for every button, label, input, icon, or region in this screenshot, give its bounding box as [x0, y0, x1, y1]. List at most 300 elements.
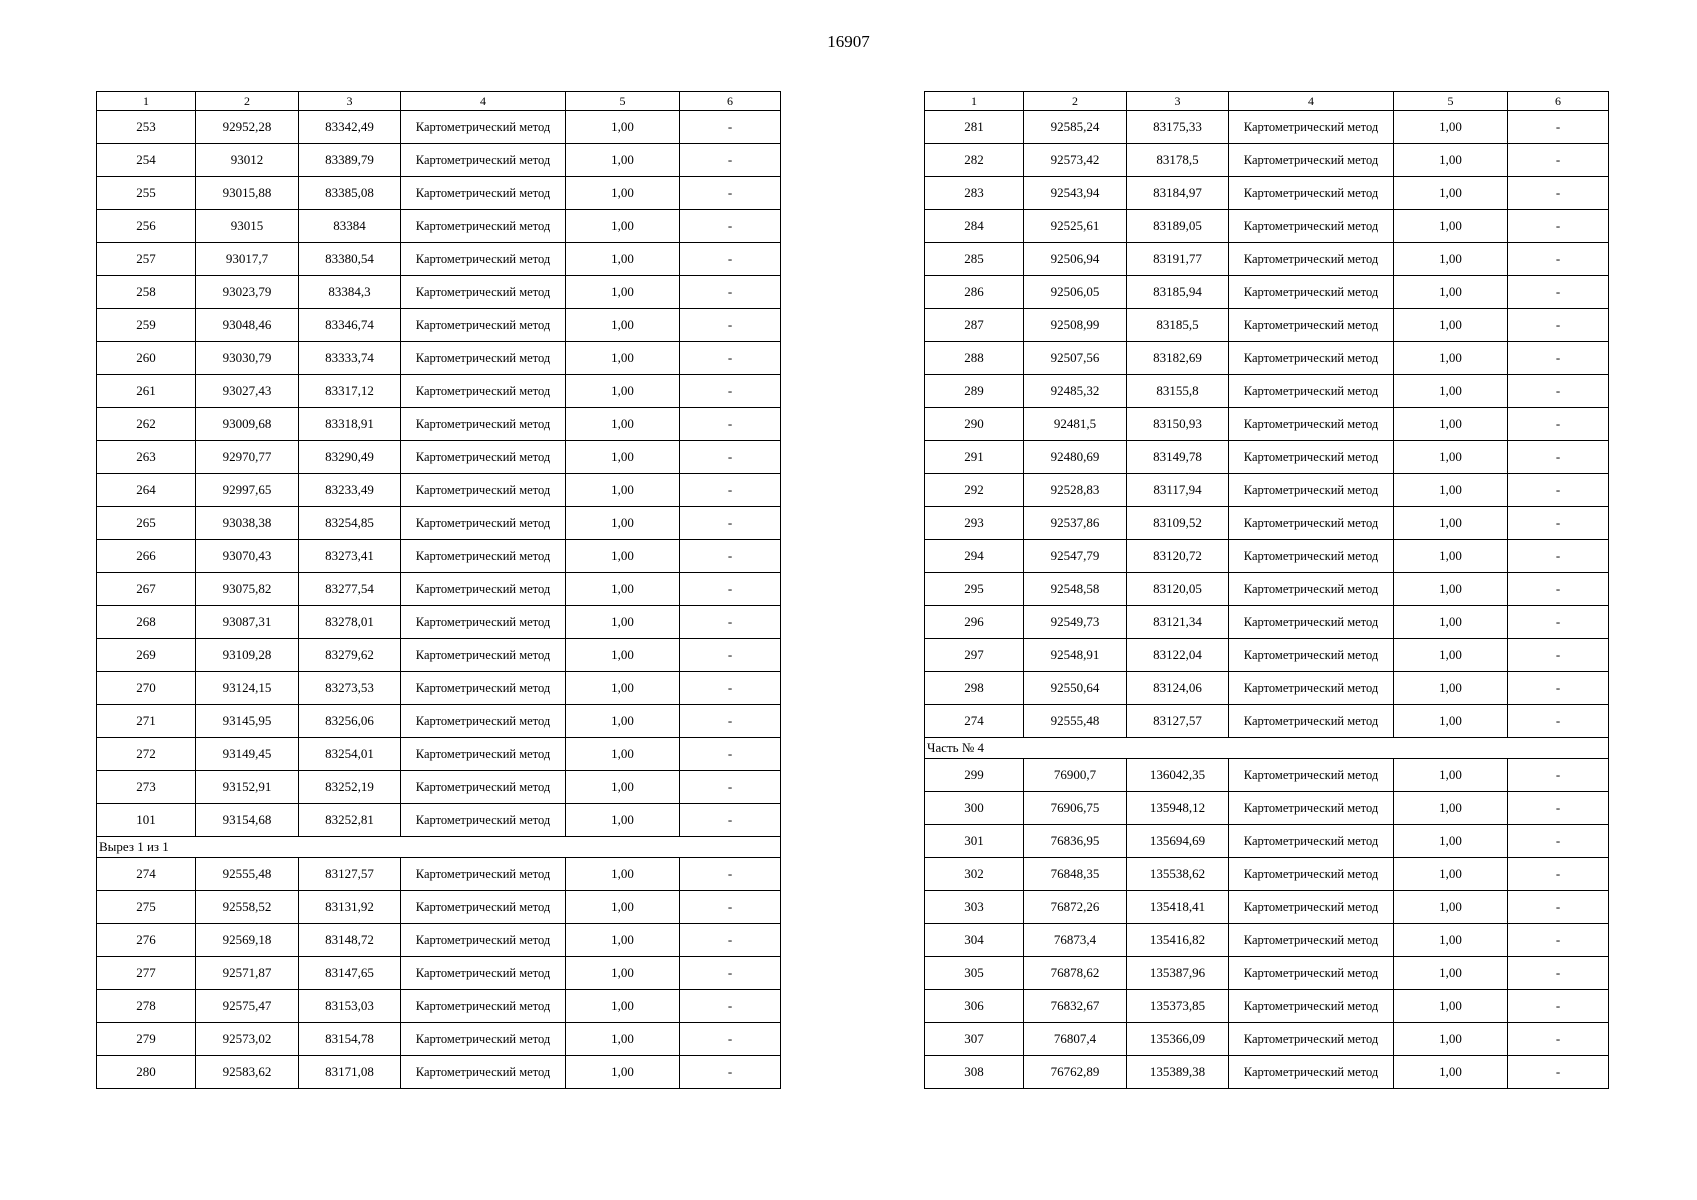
description-cell: - — [680, 441, 781, 474]
y-coordinate-cell: 83254,85 — [299, 507, 401, 540]
description-cell: - — [1508, 606, 1609, 639]
method-cell: Картометрический метод — [401, 672, 566, 705]
accuracy-cell: 1,00 — [1394, 177, 1508, 210]
method-cell: Картометрический метод — [1229, 672, 1394, 705]
description-cell: - — [1508, 243, 1609, 276]
method-cell: Картометрический метод — [401, 1023, 566, 1056]
x-coordinate-cell: 76900,7 — [1024, 759, 1127, 792]
description-cell: - — [1508, 858, 1609, 891]
y-coordinate-cell: 83185,94 — [1127, 276, 1229, 309]
table-row — [97, 891, 781, 924]
table-row — [97, 705, 781, 738]
accuracy-cell: 1,00 — [566, 804, 680, 837]
table-row — [925, 210, 1609, 243]
section-label: Часть № 4 — [925, 738, 1609, 759]
x-coordinate-cell: 92573,42 — [1024, 144, 1127, 177]
point-number-cell: 303 — [925, 891, 1024, 924]
description-cell: - — [680, 210, 781, 243]
table-row — [97, 924, 781, 957]
point-number-cell: 262 — [97, 408, 196, 441]
x-coordinate-cell: 93124,15 — [196, 672, 299, 705]
method-cell: Картометрический метод — [401, 573, 566, 606]
left-table-body-cutout — [97, 858, 781, 1089]
accuracy-cell: 1,00 — [1394, 858, 1508, 891]
x-coordinate-cell: 92573,02 — [196, 1023, 299, 1056]
method-cell: Картометрический метод — [401, 804, 566, 837]
method-cell: Картометрический метод — [1229, 606, 1394, 639]
table-row — [97, 342, 781, 375]
x-coordinate-cell: 92558,52 — [196, 891, 299, 924]
column-header: 6 — [680, 92, 781, 111]
accuracy-cell: 1,00 — [1394, 408, 1508, 441]
table-row — [925, 309, 1609, 342]
method-cell: Картометрический метод — [1229, 792, 1394, 825]
x-coordinate-cell: 76906,75 — [1024, 792, 1127, 825]
method-cell: Картометрический метод — [1229, 1056, 1394, 1089]
description-cell: - — [680, 606, 781, 639]
table-row — [925, 606, 1609, 639]
coordinates-table-right — [924, 91, 1609, 1089]
description-cell: - — [680, 804, 781, 837]
accuracy-cell: 1,00 — [566, 474, 680, 507]
table-row — [925, 540, 1609, 573]
accuracy-cell: 1,00 — [566, 111, 680, 144]
table-row — [925, 474, 1609, 507]
accuracy-cell: 1,00 — [566, 507, 680, 540]
description-cell: - — [1508, 507, 1609, 540]
x-coordinate-cell: 76848,35 — [1024, 858, 1127, 891]
description-cell: - — [680, 672, 781, 705]
method-cell: Картометрический метод — [401, 858, 566, 891]
point-number-cell: 273 — [97, 771, 196, 804]
method-cell: Картометрический метод — [401, 474, 566, 507]
y-coordinate-cell: 83149,78 — [1127, 441, 1229, 474]
y-coordinate-cell: 135948,12 — [1127, 792, 1229, 825]
y-coordinate-cell: 136042,35 — [1127, 759, 1229, 792]
section-row — [97, 837, 781, 858]
point-number-cell: 271 — [97, 705, 196, 738]
x-coordinate-cell: 92575,47 — [196, 990, 299, 1023]
accuracy-cell: 1,00 — [566, 441, 680, 474]
point-number-cell: 269 — [97, 639, 196, 672]
x-coordinate-cell: 93023,79 — [196, 276, 299, 309]
description-cell: - — [680, 474, 781, 507]
point-number-cell: 279 — [97, 1023, 196, 1056]
method-cell: Картометрический метод — [1229, 408, 1394, 441]
accuracy-cell: 1,00 — [1394, 342, 1508, 375]
y-coordinate-cell: 83279,62 — [299, 639, 401, 672]
method-cell: Картометрический метод — [401, 144, 566, 177]
accuracy-cell: 1,00 — [1394, 540, 1508, 573]
table-row — [925, 177, 1609, 210]
method-cell: Картометрический метод — [401, 243, 566, 276]
method-cell: Картометрический метод — [401, 606, 566, 639]
column-header: 2 — [196, 92, 299, 111]
y-coordinate-cell: 83384,3 — [299, 276, 401, 309]
table-row — [925, 957, 1609, 990]
table-row — [925, 891, 1609, 924]
right-table-body-main — [925, 111, 1609, 738]
table-row — [925, 705, 1609, 738]
description-cell: - — [1508, 957, 1609, 990]
accuracy-cell: 1,00 — [1394, 825, 1508, 858]
x-coordinate-cell: 92548,91 — [1024, 639, 1127, 672]
point-number-cell: 276 — [97, 924, 196, 957]
description-cell: - — [1508, 891, 1609, 924]
method-cell: Картометрический метод — [401, 705, 566, 738]
description-cell: - — [680, 309, 781, 342]
description-cell: - — [1508, 540, 1609, 573]
description-cell: - — [1508, 144, 1609, 177]
y-coordinate-cell: 83278,01 — [299, 606, 401, 639]
accuracy-cell: 1,00 — [566, 891, 680, 924]
method-cell: Картометрический метод — [1229, 957, 1394, 990]
table-row — [97, 210, 781, 243]
x-coordinate-cell: 93048,46 — [196, 309, 299, 342]
table-row — [925, 573, 1609, 606]
y-coordinate-cell: 83120,05 — [1127, 573, 1229, 606]
table-row — [97, 573, 781, 606]
y-coordinate-cell: 83333,74 — [299, 342, 401, 375]
description-cell: - — [680, 639, 781, 672]
description-cell: - — [1508, 474, 1609, 507]
accuracy-cell: 1,00 — [566, 672, 680, 705]
description-cell: - — [680, 957, 781, 990]
method-cell: Картометрический метод — [1229, 759, 1394, 792]
y-coordinate-cell: 135387,96 — [1127, 957, 1229, 990]
method-cell: Картометрический метод — [401, 924, 566, 957]
method-cell: Картометрический метод — [1229, 990, 1394, 1023]
method-cell: Картометрический метод — [1229, 177, 1394, 210]
point-number-cell: 297 — [925, 639, 1024, 672]
point-number-cell: 298 — [925, 672, 1024, 705]
y-coordinate-cell: 83389,79 — [299, 144, 401, 177]
point-number-cell: 305 — [925, 957, 1024, 990]
point-number-cell: 290 — [925, 408, 1024, 441]
y-coordinate-cell: 83155,8 — [1127, 375, 1229, 408]
table-row — [97, 408, 781, 441]
y-coordinate-cell: 83150,93 — [1127, 408, 1229, 441]
column-header: 3 — [299, 92, 401, 111]
accuracy-cell: 1,00 — [1394, 111, 1508, 144]
accuracy-cell: 1,00 — [566, 309, 680, 342]
table-header-row — [925, 92, 1609, 111]
table-row — [925, 276, 1609, 309]
table-row — [925, 858, 1609, 891]
x-coordinate-cell: 92550,64 — [1024, 672, 1127, 705]
table-row — [97, 738, 781, 771]
method-cell: Картометрический метод — [401, 375, 566, 408]
description-cell: - — [680, 342, 781, 375]
point-number-cell: 306 — [925, 990, 1024, 1023]
accuracy-cell: 1,00 — [1394, 672, 1508, 705]
point-number-cell: 268 — [97, 606, 196, 639]
description-cell: - — [680, 111, 781, 144]
description-cell: - — [680, 144, 781, 177]
x-coordinate-cell: 76832,67 — [1024, 990, 1127, 1023]
point-number-cell: 258 — [97, 276, 196, 309]
x-coordinate-cell: 93070,43 — [196, 540, 299, 573]
description-cell: - — [680, 771, 781, 804]
y-coordinate-cell: 83120,72 — [1127, 540, 1229, 573]
accuracy-cell: 1,00 — [1394, 243, 1508, 276]
x-coordinate-cell: 93152,91 — [196, 771, 299, 804]
method-cell: Картометрический метод — [1229, 858, 1394, 891]
table-row — [925, 759, 1609, 792]
y-coordinate-cell: 83252,19 — [299, 771, 401, 804]
accuracy-cell: 1,00 — [566, 771, 680, 804]
description-cell: - — [1508, 573, 1609, 606]
y-coordinate-cell: 135694,69 — [1127, 825, 1229, 858]
y-coordinate-cell: 83182,69 — [1127, 342, 1229, 375]
description-cell: - — [680, 573, 781, 606]
point-number-cell: 255 — [97, 177, 196, 210]
table-row — [925, 792, 1609, 825]
description-cell: - — [680, 1056, 781, 1089]
point-number-cell: 293 — [925, 507, 1024, 540]
accuracy-cell: 1,00 — [1394, 990, 1508, 1023]
point-number-cell: 288 — [925, 342, 1024, 375]
column-header: 6 — [1508, 92, 1609, 111]
method-cell: Картометрический метод — [1229, 891, 1394, 924]
point-number-cell: 257 — [97, 243, 196, 276]
method-cell: Картометрический метод — [1229, 1023, 1394, 1056]
accuracy-cell: 1,00 — [1394, 441, 1508, 474]
table-row — [925, 639, 1609, 672]
x-coordinate-cell: 93145,95 — [196, 705, 299, 738]
description-cell: - — [1508, 1023, 1609, 1056]
x-coordinate-cell: 93027,43 — [196, 375, 299, 408]
description-cell: - — [680, 705, 781, 738]
point-number-cell: 253 — [97, 111, 196, 144]
table-row — [925, 111, 1609, 144]
y-coordinate-cell: 83233,49 — [299, 474, 401, 507]
x-coordinate-cell: 93015,88 — [196, 177, 299, 210]
accuracy-cell: 1,00 — [1394, 276, 1508, 309]
accuracy-cell: 1,00 — [566, 243, 680, 276]
table-row — [97, 276, 781, 309]
table-row — [97, 990, 781, 1023]
y-coordinate-cell: 83122,04 — [1127, 639, 1229, 672]
accuracy-cell: 1,00 — [566, 738, 680, 771]
x-coordinate-cell: 76878,62 — [1024, 957, 1127, 990]
table-row — [925, 825, 1609, 858]
point-number-cell: 270 — [97, 672, 196, 705]
table-row — [97, 441, 781, 474]
table-row — [925, 507, 1609, 540]
point-number-cell: 267 — [97, 573, 196, 606]
y-coordinate-cell: 83178,5 — [1127, 144, 1229, 177]
y-coordinate-cell: 83273,53 — [299, 672, 401, 705]
point-number-cell: 294 — [925, 540, 1024, 573]
x-coordinate-cell: 92506,05 — [1024, 276, 1127, 309]
table-row — [97, 375, 781, 408]
x-coordinate-cell: 92970,77 — [196, 441, 299, 474]
table-row — [97, 1023, 781, 1056]
method-cell: Картометрический метод — [401, 990, 566, 1023]
accuracy-cell: 1,00 — [1394, 573, 1508, 606]
accuracy-cell: 1,00 — [1394, 507, 1508, 540]
description-cell: - — [1508, 825, 1609, 858]
y-coordinate-cell: 135366,09 — [1127, 1023, 1229, 1056]
description-cell: - — [1508, 177, 1609, 210]
table-row — [925, 144, 1609, 177]
x-coordinate-cell: 93154,68 — [196, 804, 299, 837]
point-number-cell: 272 — [97, 738, 196, 771]
accuracy-cell: 1,00 — [1394, 924, 1508, 957]
description-cell: - — [1508, 441, 1609, 474]
y-coordinate-cell: 135538,62 — [1127, 858, 1229, 891]
table-row — [925, 1056, 1609, 1089]
x-coordinate-cell: 92480,69 — [1024, 441, 1127, 474]
accuracy-cell: 1,00 — [1394, 1023, 1508, 1056]
column-header: 1 — [925, 92, 1024, 111]
y-coordinate-cell: 83191,77 — [1127, 243, 1229, 276]
right-table-section — [925, 738, 1609, 759]
accuracy-cell: 1,00 — [566, 957, 680, 990]
accuracy-cell: 1,00 — [566, 375, 680, 408]
x-coordinate-cell: 92997,65 — [196, 474, 299, 507]
description-cell: - — [680, 540, 781, 573]
accuracy-cell: 1,00 — [566, 924, 680, 957]
accuracy-cell: 1,00 — [1394, 309, 1508, 342]
column-header: 4 — [401, 92, 566, 111]
method-cell: Картометрический метод — [1229, 507, 1394, 540]
method-cell: Картометрический метод — [401, 342, 566, 375]
description-cell: - — [680, 738, 781, 771]
description-cell: - — [680, 276, 781, 309]
method-cell: Картометрический метод — [1229, 144, 1394, 177]
description-cell: - — [680, 1023, 781, 1056]
x-coordinate-cell: 92525,61 — [1024, 210, 1127, 243]
y-coordinate-cell: 135418,41 — [1127, 891, 1229, 924]
accuracy-cell: 1,00 — [566, 177, 680, 210]
y-coordinate-cell: 83342,49 — [299, 111, 401, 144]
accuracy-cell: 1,00 — [1394, 891, 1508, 924]
table-row — [97, 507, 781, 540]
x-coordinate-cell: 93109,28 — [196, 639, 299, 672]
y-coordinate-cell: 83189,05 — [1127, 210, 1229, 243]
x-coordinate-cell: 93075,82 — [196, 573, 299, 606]
x-coordinate-cell: 92507,56 — [1024, 342, 1127, 375]
table-row — [97, 858, 781, 891]
table-row — [97, 144, 781, 177]
method-cell: Картометрический метод — [401, 210, 566, 243]
table-row — [925, 408, 1609, 441]
x-coordinate-cell: 92528,83 — [1024, 474, 1127, 507]
x-coordinate-cell: 93149,45 — [196, 738, 299, 771]
left-table-body-main — [97, 111, 781, 837]
y-coordinate-cell: 83290,49 — [299, 441, 401, 474]
y-coordinate-cell: 83109,52 — [1127, 507, 1229, 540]
description-cell: - — [1508, 990, 1609, 1023]
point-number-cell: 265 — [97, 507, 196, 540]
accuracy-cell: 1,00 — [566, 606, 680, 639]
accuracy-cell: 1,00 — [1394, 957, 1508, 990]
method-cell: Картометрический метод — [1229, 309, 1394, 342]
point-number-cell: 260 — [97, 342, 196, 375]
accuracy-cell: 1,00 — [566, 210, 680, 243]
accuracy-cell: 1,00 — [1394, 639, 1508, 672]
point-number-cell: 307 — [925, 1023, 1024, 1056]
method-cell: Картометрический метод — [1229, 441, 1394, 474]
point-number-cell: 277 — [97, 957, 196, 990]
table-row — [97, 804, 781, 837]
method-cell: Картометрический метод — [1229, 111, 1394, 144]
accuracy-cell: 1,00 — [566, 1023, 680, 1056]
table-header-row — [97, 92, 781, 111]
y-coordinate-cell: 83148,72 — [299, 924, 401, 957]
description-cell: - — [680, 891, 781, 924]
x-coordinate-cell: 93012 — [196, 144, 299, 177]
y-coordinate-cell: 83277,54 — [299, 573, 401, 606]
description-cell: - — [680, 375, 781, 408]
point-number-cell: 291 — [925, 441, 1024, 474]
accuracy-cell: 1,00 — [1394, 759, 1508, 792]
y-coordinate-cell: 83127,57 — [1127, 705, 1229, 738]
point-number-cell: 280 — [97, 1056, 196, 1089]
method-cell: Картометрический метод — [401, 408, 566, 441]
y-coordinate-cell: 83254,01 — [299, 738, 401, 771]
y-coordinate-cell: 83117,94 — [1127, 474, 1229, 507]
table-row — [97, 111, 781, 144]
accuracy-cell: 1,00 — [1394, 705, 1508, 738]
point-number-cell: 299 — [925, 759, 1024, 792]
accuracy-cell: 1,00 — [1394, 144, 1508, 177]
description-cell: - — [1508, 309, 1609, 342]
point-number-cell: 274 — [925, 705, 1024, 738]
method-cell: Картометрический метод — [1229, 705, 1394, 738]
accuracy-cell: 1,00 — [566, 342, 680, 375]
point-number-cell: 308 — [925, 1056, 1024, 1089]
x-coordinate-cell: 93009,68 — [196, 408, 299, 441]
description-cell: - — [1508, 792, 1609, 825]
y-coordinate-cell: 83318,91 — [299, 408, 401, 441]
point-number-cell: 254 — [97, 144, 196, 177]
left-table-section — [97, 837, 781, 858]
column-header: 3 — [1127, 92, 1229, 111]
description-cell: - — [1508, 342, 1609, 375]
y-coordinate-cell: 83127,57 — [299, 858, 401, 891]
point-number-cell: 263 — [97, 441, 196, 474]
method-cell: Картометрический метод — [401, 111, 566, 144]
x-coordinate-cell: 92506,94 — [1024, 243, 1127, 276]
accuracy-cell: 1,00 — [566, 639, 680, 672]
x-coordinate-cell: 92585,24 — [1024, 111, 1127, 144]
description-cell: - — [1508, 924, 1609, 957]
column-header: 2 — [1024, 92, 1127, 111]
description-cell: - — [1508, 639, 1609, 672]
x-coordinate-cell: 93015 — [196, 210, 299, 243]
description-cell: - — [1508, 111, 1609, 144]
x-coordinate-cell: 93038,38 — [196, 507, 299, 540]
accuracy-cell: 1,00 — [566, 573, 680, 606]
x-coordinate-cell: 92547,79 — [1024, 540, 1127, 573]
accuracy-cell: 1,00 — [566, 408, 680, 441]
point-number-cell: 101 — [97, 804, 196, 837]
x-coordinate-cell: 92952,28 — [196, 111, 299, 144]
method-cell: Картометрический метод — [401, 1056, 566, 1089]
method-cell: Картометрический метод — [401, 771, 566, 804]
x-coordinate-cell: 92548,58 — [1024, 573, 1127, 606]
point-number-cell: 274 — [97, 858, 196, 891]
point-number-cell: 281 — [925, 111, 1024, 144]
y-coordinate-cell: 135416,82 — [1127, 924, 1229, 957]
point-number-cell: 282 — [925, 144, 1024, 177]
y-coordinate-cell: 83384 — [299, 210, 401, 243]
method-cell: Картометрический метод — [1229, 276, 1394, 309]
method-cell: Картометрический метод — [401, 738, 566, 771]
